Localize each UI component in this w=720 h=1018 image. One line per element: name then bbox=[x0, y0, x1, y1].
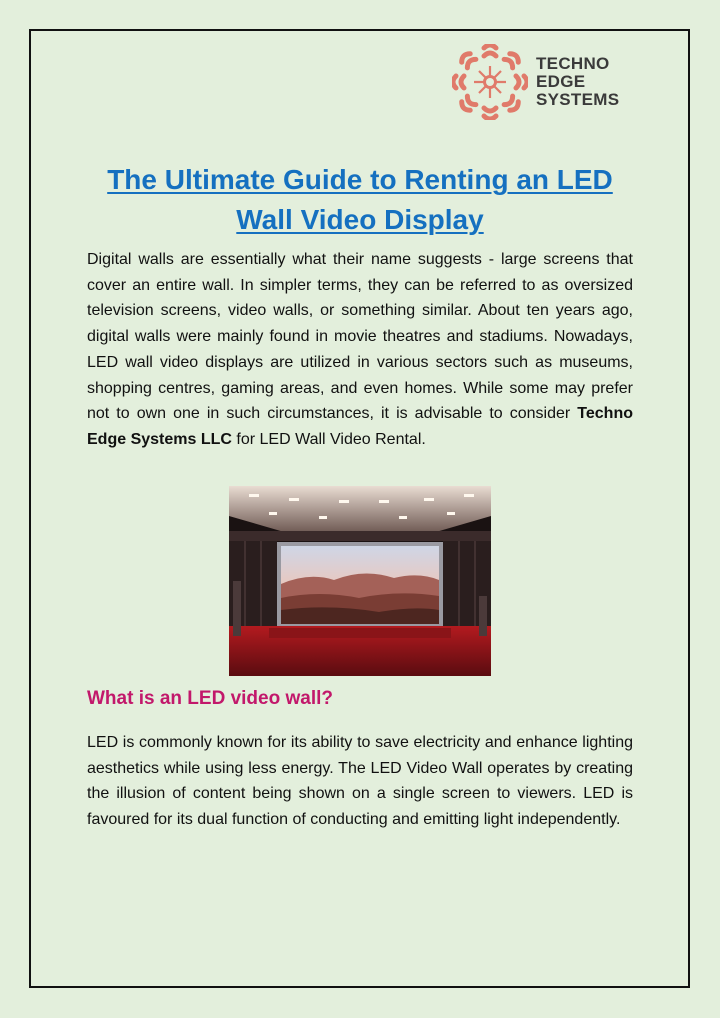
logo-line-1: TECHNO bbox=[536, 54, 610, 73]
page-title[interactable] bbox=[60, 160, 660, 240]
company-logo[interactable] bbox=[452, 44, 619, 120]
sunburst-logo-icon bbox=[452, 44, 528, 120]
intro-text-end: for LED Wall Video Rental. bbox=[236, 430, 426, 448]
title-line-1[interactable]: The Ultimate Guide to Renting an LED bbox=[107, 164, 613, 195]
intro-paragraph bbox=[87, 247, 633, 453]
section-heading: What is an LED video wall? bbox=[87, 688, 333, 709]
logo-line-2: EDGE bbox=[536, 72, 586, 91]
company-name: Techno Edge Systems LLC bbox=[87, 405, 633, 448]
title-line-2[interactable]: Wall Video Display bbox=[236, 204, 484, 235]
intro-text: Digital walls are essentially what their name suggests - large screens that cover an entire wall. In simpler terms, they can be referred to as oversized television screens, video walls, or something similar. About ten years ago, digital walls were mainly found in movie theatres and stadiums. Nowadays, LED wall video displays are utilized in various sectors such as museums, shopping centres, gaming areas, and even homes. While some may prefer not to own one in such circumstances, it is advisable to consider bbox=[87, 251, 633, 423]
section-paragraph: LED is commonly known for its ability to save electricity and enhance lighting aesthetics while using less energy. The LED Video Wall operates by creating the illusion of content being shown on a single screen to viewers. LED is favoured for its dual function of conducting and emitting light independently. bbox=[87, 734, 633, 829]
logo-line-3: SYSTEMS bbox=[536, 90, 620, 109]
led-wall-photo bbox=[229, 486, 491, 676]
logo-wordmark bbox=[536, 55, 619, 109]
